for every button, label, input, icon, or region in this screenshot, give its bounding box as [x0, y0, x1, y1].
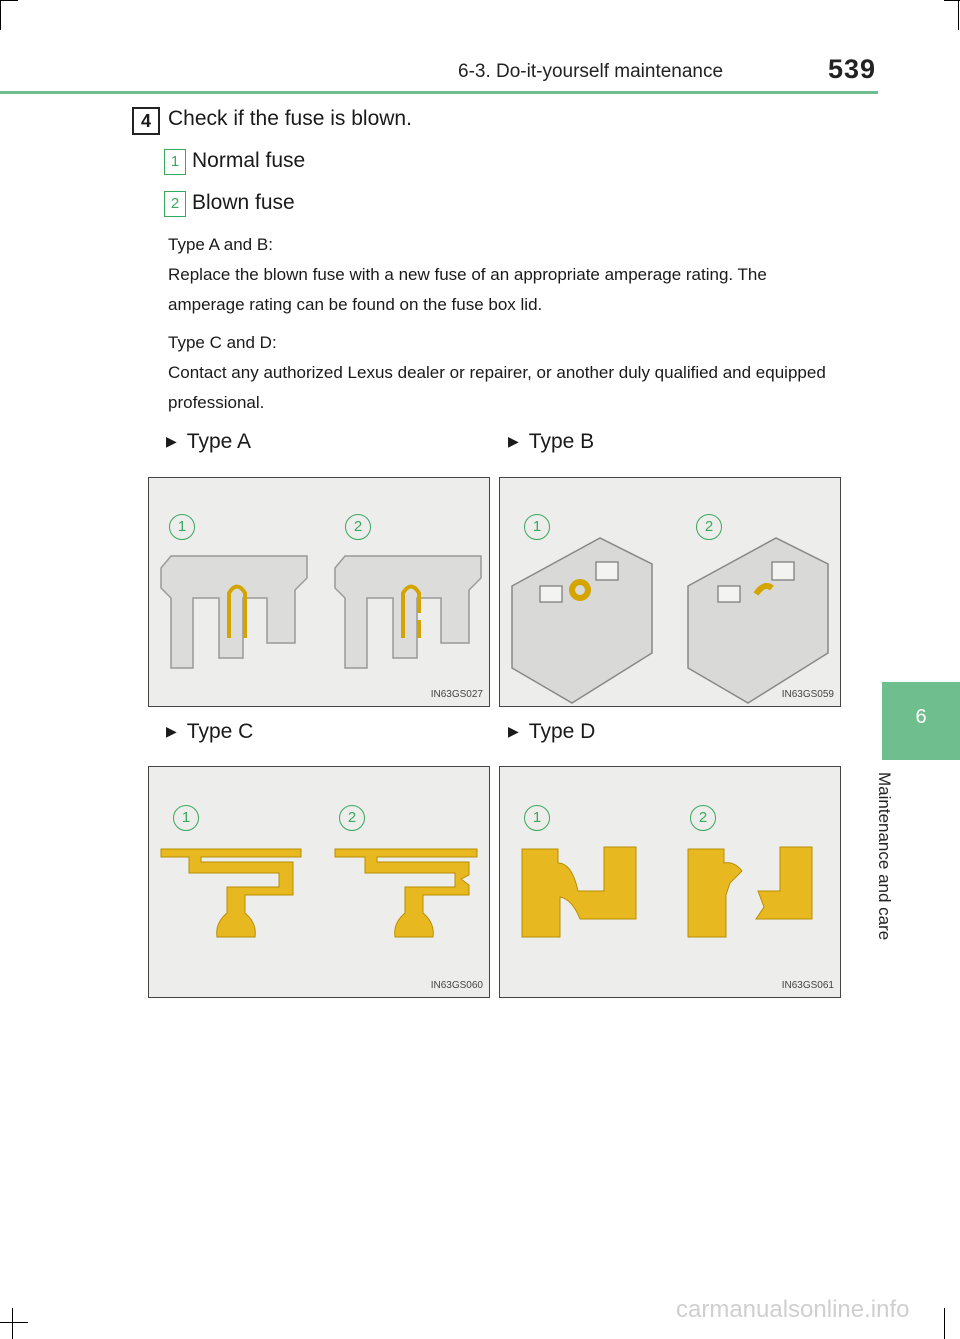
figure-type-b — [499, 477, 841, 707]
crop-mark — [0, 0, 18, 1]
type-c-label: ▶ Type C — [166, 720, 254, 743]
figure-type-d — [499, 766, 841, 998]
fuse-type-a-illustration — [149, 478, 490, 707]
item-number-2: 2 — [164, 191, 186, 217]
figure-type-a — [148, 477, 490, 707]
arrow-icon: ▶ — [166, 433, 177, 449]
crop-mark — [0, 0, 1, 30]
paragraph-heading: Type C and D: — [168, 333, 277, 352]
arrow-icon: ▶ — [166, 723, 177, 739]
section-title: 6-3. Do-it-yourself maintenance — [458, 61, 724, 82]
crop-mark — [944, 1308, 945, 1339]
paragraph-body: Replace the blown fuse with a new fuse of an appropriate amperage rating. The amperage rating can be found on the fuse box lid. — [168, 265, 767, 314]
figure-type-c — [148, 766, 490, 998]
type-d-label: ▶ Type D — [508, 720, 596, 743]
figure-code: IN63GS059 — [781, 689, 834, 700]
step-number-box: 4 — [132, 107, 160, 135]
figure-code: IN63GS060 — [430, 980, 483, 991]
crop-mark — [958, 0, 959, 30]
fuse-type-b-illustration — [500, 478, 841, 707]
crop-mark — [944, 0, 960, 1]
fuse-type-c-illustration — [149, 767, 490, 998]
callout-2: 2 — [339, 805, 365, 831]
fuse-type-d-illustration — [500, 767, 841, 998]
crop-mark — [0, 1322, 28, 1323]
crop-mark — [12, 1308, 13, 1339]
callout-1: 1 — [524, 514, 550, 540]
paragraph-type-a-b — [168, 230, 838, 320]
paragraph-heading: Type A and B: — [168, 235, 273, 254]
paragraph-body: Contact any authorized Lexus dealer or repairer, or another duly qualified and equipped professional. — [168, 363, 826, 412]
callout-1: 1 — [524, 805, 550, 831]
type-a-label: ▶ Type A — [166, 430, 251, 453]
watermark: carmanualsonline.info — [676, 1296, 910, 1323]
figure-code: IN63GS061 — [781, 980, 834, 991]
callout-2: 2 — [345, 514, 371, 540]
chapter-label — [875, 772, 916, 962]
callout-2: 2 — [696, 514, 722, 540]
item-normal-fuse: Normal fuse — [192, 149, 306, 172]
callout-1: 1 — [169, 514, 195, 540]
figure-code: IN63GS027 — [430, 689, 483, 700]
chapter-number: 6 — [915, 706, 927, 728]
arrow-icon: ▶ — [508, 433, 519, 449]
arrow-icon: ▶ — [508, 723, 519, 739]
page-number: 539 — [828, 54, 877, 84]
step-text: Check if the fuse is blown. — [168, 107, 412, 130]
callout-1: 1 — [173, 805, 199, 831]
chapter-label-text: Maintenance and care — [875, 772, 894, 941]
item-blown-fuse: Blown fuse — [192, 191, 295, 214]
paragraph-type-c-d — [168, 328, 838, 418]
type-b-label: ▶ Type B — [508, 430, 595, 453]
header-rule — [0, 91, 878, 94]
item-number-1: 1 — [164, 149, 186, 175]
callout-2: 2 — [690, 805, 716, 831]
